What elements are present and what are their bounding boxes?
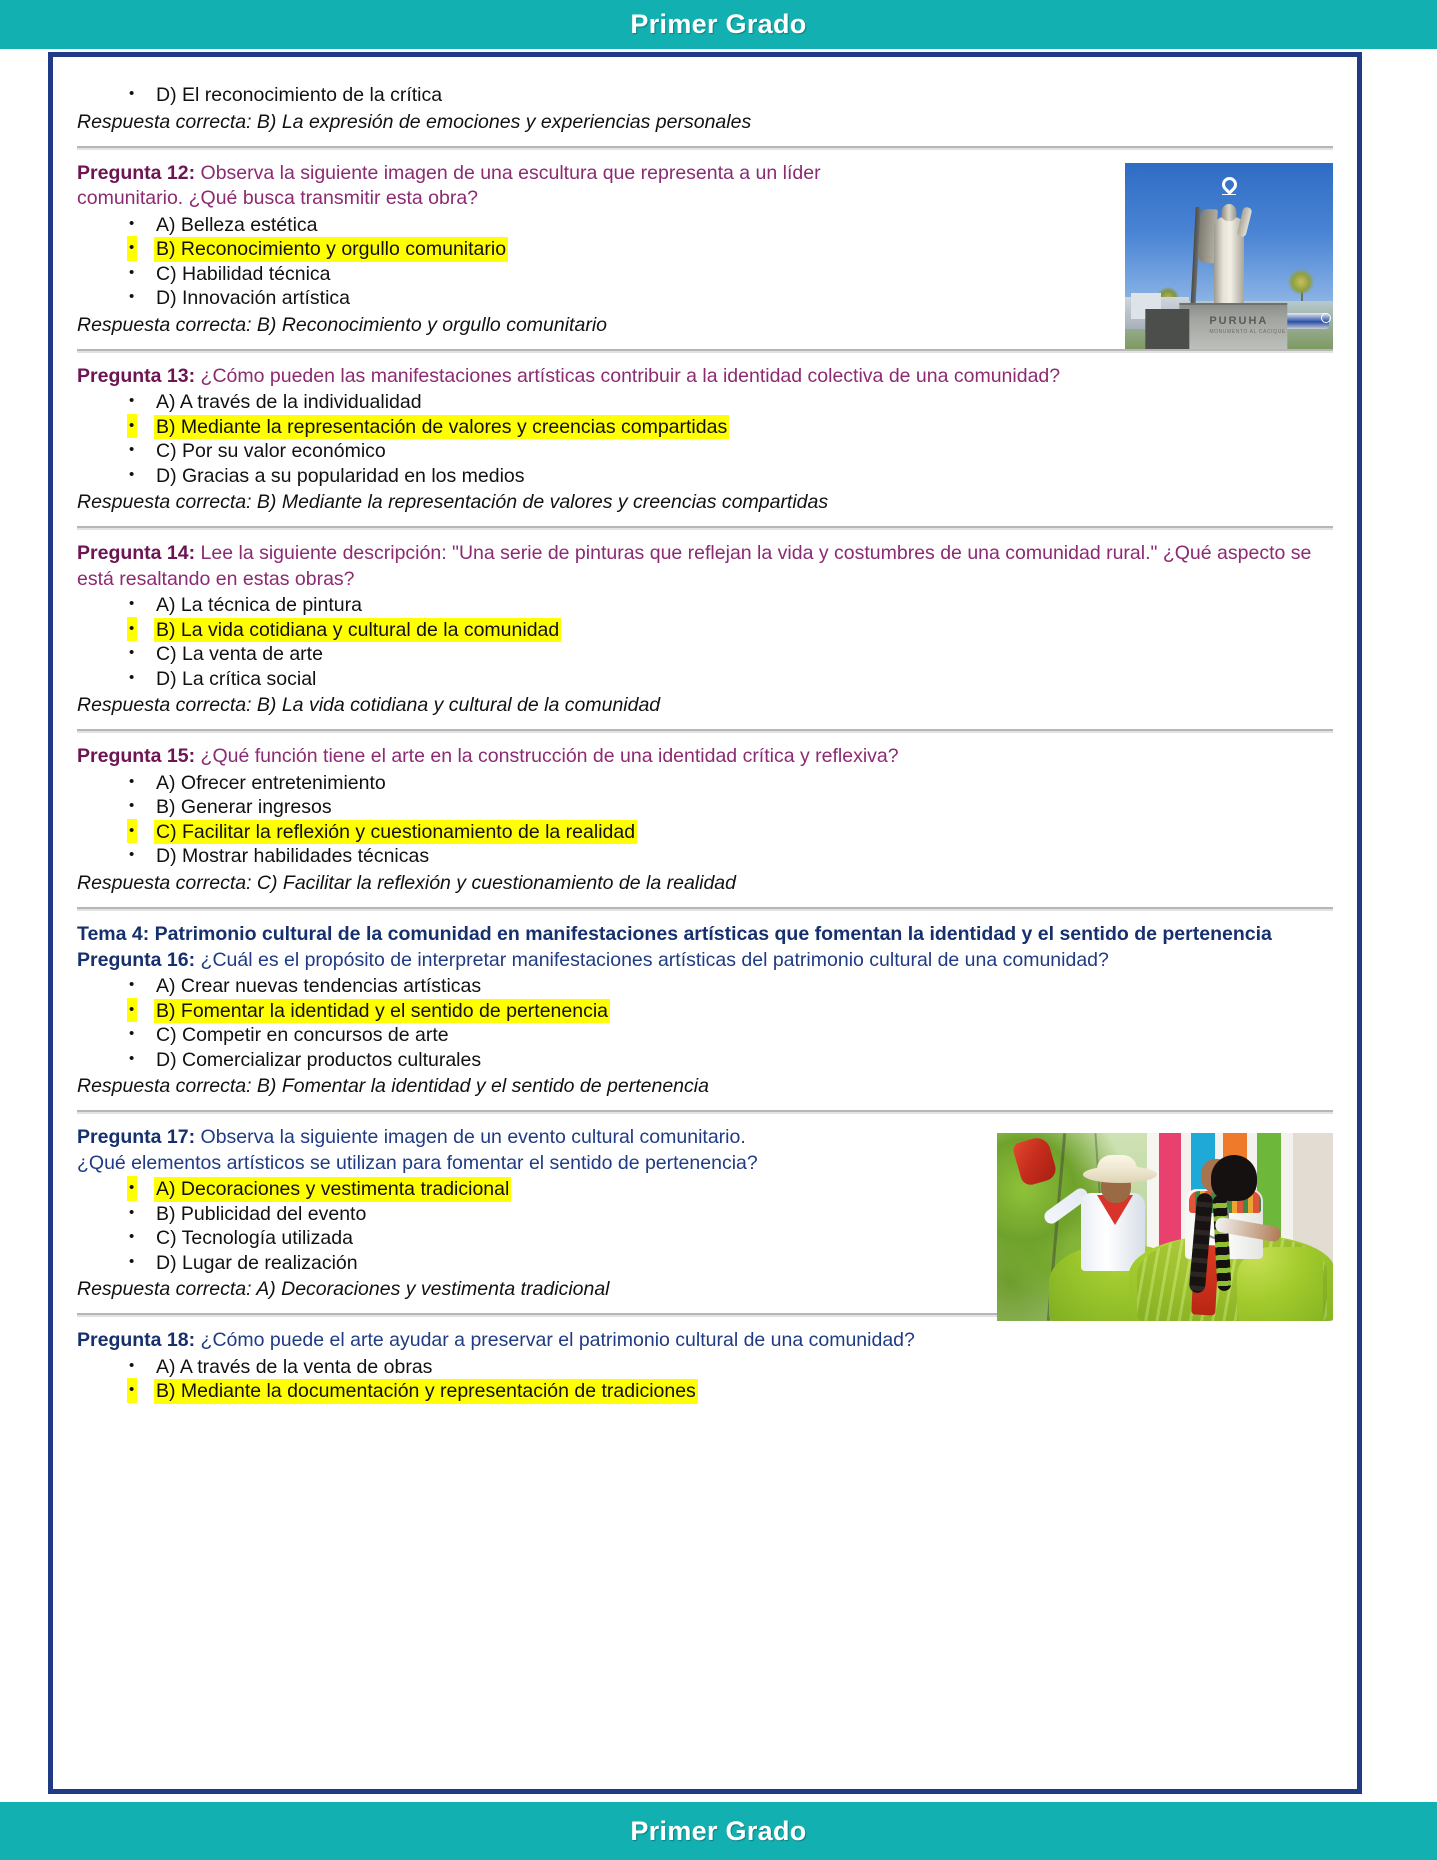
list-item[interactable] — [77, 1379, 1333, 1404]
pedestal-dark-block — [1145, 309, 1189, 349]
option-text: B) Mediante la documentación y representación de tradiciones — [156, 1380, 696, 1402]
question-block-14 — [77, 541, 1333, 718]
section-divider — [77, 729, 1333, 733]
option-text: B) Mediante la representación de valores y creencias compartidas — [156, 415, 728, 438]
page-header-band — [0, 0, 1437, 49]
question-label: Pregunta 14: — [77, 542, 196, 564]
answer-text-14: Respuesta correcta: B) La vida cotidiana y cultural de la comunidad — [77, 694, 661, 716]
question-heading-14 — [77, 541, 1333, 592]
carryover-answer: Respuesta correcta: B) La expresión de emociones y experiencias personales — [77, 110, 752, 133]
option-text: D) La crítica social — [156, 667, 317, 690]
list-item[interactable] — [77, 844, 1333, 869]
answer-text-12: Respuesta correcta: B) Reconocimiento y orgullo comunitario — [77, 313, 607, 336]
watermark-badge-icon — [1321, 313, 1331, 323]
pedestal-sublabel: MONUMENTO AL CACIQUE — [1209, 328, 1286, 335]
question-text: Observa la siguiente imagen de un evento cultural comunitario. ¿Qué elementos artísticos se utilizan para fomentar el sentido de pertenencia? — [77, 1126, 758, 1174]
list-item[interactable] — [77, 415, 1333, 440]
option-text: B) La vida cotidiana y cultural de la comunidad — [156, 618, 560, 641]
carryover-option-list — [77, 83, 1333, 108]
question-label: Pregunta 16: — [77, 948, 196, 971]
list-item[interactable] — [77, 1202, 1333, 1227]
question-text: ¿Cuál es el propósito de interpretar manifestaciones artísticas del patrimonio cultural de una comunidad? — [195, 948, 1109, 971]
list-item[interactable] — [77, 1023, 1333, 1048]
option-list-18 — [77, 1355, 1333, 1404]
answer-text-17: Respuesta correcta: A) Decoraciones y vestimenta tradicional — [77, 1278, 610, 1300]
list-item[interactable] — [77, 974, 1333, 999]
question-heading-15 — [77, 744, 1333, 770]
question-heading-17 — [77, 1125, 777, 1176]
list-item[interactable] — [77, 999, 1333, 1024]
option-list-12 — [77, 213, 1333, 311]
list-item[interactable] — [77, 593, 1333, 618]
list-item[interactable] — [77, 618, 1333, 643]
section-divider — [77, 907, 1333, 911]
answer-text-16: Respuesta correcta: B) Fomentar la identidad y el sentido de pertenencia — [77, 1075, 709, 1097]
question-text: ¿Cómo puede el arte ayudar a preservar el patrimonio cultural de una comunidad? — [195, 1329, 915, 1351]
option-text: B) Publicidad del evento — [156, 1202, 367, 1225]
option-text: D) Comercializar productos culturales — [156, 1048, 482, 1071]
list-item[interactable] — [77, 820, 1333, 845]
pedestal-label: PURUHA — [1209, 314, 1269, 327]
list-item[interactable] — [77, 1226, 1333, 1251]
list-item[interactable] — [77, 464, 1333, 489]
list-item[interactable] — [77, 1177, 1333, 1202]
option-text: B) Fomentar la identidad y el sentido de pertenencia — [156, 999, 609, 1022]
question-heading-18 — [77, 1328, 1333, 1354]
list-item[interactable] — [77, 1048, 1333, 1073]
question-text: ¿Cómo pueden las manifestaciones artísticas contribuir a la identidad colectiva de una comunidad? — [195, 364, 1061, 387]
option-text: B) Generar ingresos — [156, 796, 332, 818]
question-text: Lee la siguiente descripción: "Una serie de pinturas que reflejan la vida y costumbres de una comunidad rural." ¿Qué aspecto se está resaltando en estas obras? — [77, 542, 1312, 590]
list-item[interactable] — [77, 262, 1333, 287]
question-block-15 — [77, 744, 1333, 896]
question-heading-16 — [77, 948, 1333, 974]
location-pin-icon — [1218, 173, 1239, 194]
list-item[interactable] — [77, 237, 1333, 262]
option-list-13 — [77, 390, 1333, 488]
watermark-logo — [1219, 177, 1239, 196]
list-item[interactable] — [77, 286, 1333, 311]
question-label: Pregunta 12: — [77, 161, 196, 184]
option-list-15 — [77, 771, 1333, 869]
option-text: A) A través de la individualidad — [156, 391, 422, 413]
option-text: C) Tecnología utilizada — [156, 1227, 353, 1249]
option-text: D) Lugar de realización — [156, 1251, 358, 1274]
question-block-17 — [77, 1125, 1333, 1302]
option-text: D) Gracias a su popularidad en los medios — [156, 464, 525, 487]
list-item[interactable] — [77, 642, 1333, 667]
option-text: A) Belleza estética — [156, 213, 318, 236]
question-block-16 — [77, 922, 1333, 1100]
question-block-12 — [77, 161, 1333, 338]
page-footer-band — [0, 1802, 1437, 1860]
section-divider — [77, 1110, 1333, 1114]
option-text: C) Competir en concursos de arte — [156, 1024, 449, 1046]
list-item[interactable] — [77, 213, 1333, 238]
option-text: B) Reconocimiento y orgullo comunitario — [156, 238, 507, 260]
option-list-16 — [77, 974, 1333, 1072]
option-text: C) Facilitar la reflexión y cuestionamiento de la realidad — [156, 820, 636, 843]
option-text: A) Decoraciones y vestimenta tradicional — [156, 1178, 510, 1200]
question-block-18 — [77, 1328, 1333, 1404]
option-text: A) A través de la venta de obras — [156, 1355, 433, 1378]
question-label: Pregunta 13: — [77, 364, 196, 387]
question-text: Observa la siguiente imagen de una escultura que representa a un líder comunitario. ¿Qué busca transmitir esta obra? — [77, 161, 821, 209]
option-text: C) Por su valor económico — [156, 440, 386, 462]
section-divider — [77, 146, 1333, 150]
list-item[interactable] — [77, 390, 1333, 415]
option-text: A) Ofrecer entretenimiento — [156, 771, 386, 794]
option-text: C) Habilidad técnica — [156, 262, 331, 285]
page-header-title: Primer Grado — [630, 9, 807, 39]
list-item[interactable] — [77, 1251, 1333, 1276]
question-block-13 — [77, 364, 1333, 516]
page-footer-title: Primer Grado — [630, 1815, 807, 1846]
option-text: D) Innovación artística — [156, 287, 351, 309]
list-item[interactable] — [77, 1355, 1333, 1380]
question-label: Pregunta 17: — [77, 1126, 196, 1148]
list-item — [77, 83, 1333, 108]
option-text: A) Crear nuevas tendencias artísticas — [156, 975, 482, 997]
answer-text-13: Respuesta correcta: B) Mediante la representación de valores y creencias compartidas — [77, 491, 829, 513]
question-heading-12 — [77, 161, 907, 212]
list-item[interactable] — [77, 439, 1333, 464]
tema-heading: Tema 4: Patrimonio cultural de la comunidad en manifestaciones artísticas que fomentan la identidad y el sentido de pertenencia — [77, 922, 1272, 945]
option-list-17 — [77, 1177, 1333, 1275]
list-item[interactable] — [77, 795, 1333, 820]
answer-text-15: Respuesta correcta: C) Facilitar la reflexión y cuestionamiento de la realidad — [77, 871, 736, 894]
option-list-14 — [77, 593, 1333, 691]
content-frame — [48, 52, 1362, 1794]
list-item[interactable] — [77, 771, 1333, 796]
section-divider — [77, 349, 1333, 353]
question-heading-13 — [77, 364, 1333, 390]
question-text: ¿Qué función tiene el arte en la construcción de una identidad crítica y reflexiva? — [195, 745, 899, 767]
option-text: D) El reconocimiento de la crítica — [156, 84, 443, 106]
question-label: Pregunta 15: — [77, 745, 196, 767]
section-divider — [77, 526, 1333, 530]
option-text: D) Mostrar habilidades técnicas — [156, 845, 430, 867]
content-area — [53, 57, 1357, 1789]
question-label: Pregunta 18: — [77, 1329, 196, 1351]
option-text: A) La técnica de pintura — [156, 594, 362, 616]
option-text: C) La venta de arte — [156, 643, 323, 665]
list-item[interactable] — [77, 667, 1333, 692]
